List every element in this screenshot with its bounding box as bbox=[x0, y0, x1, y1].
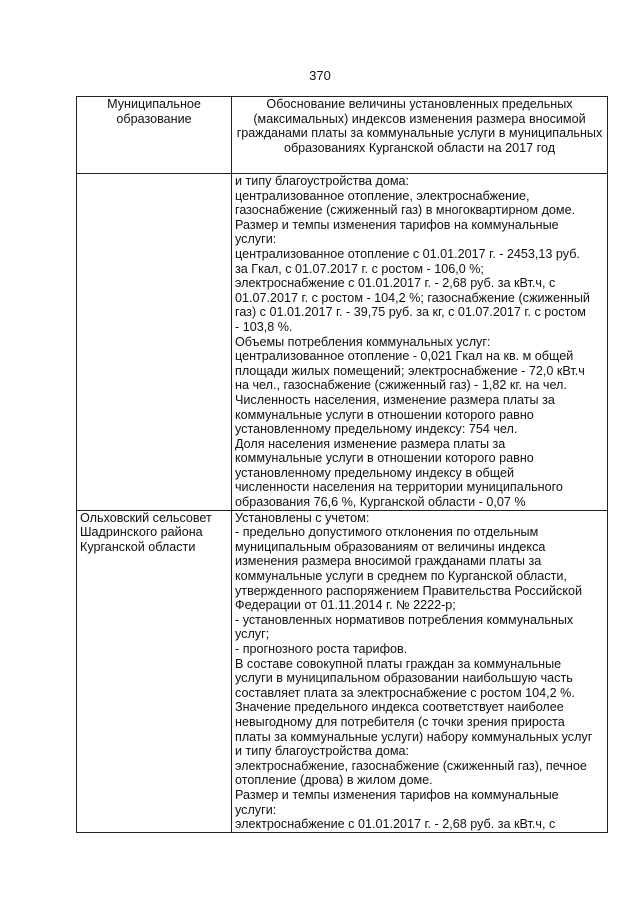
table-header-row bbox=[77, 97, 608, 174]
justification-line: численности населения на территории муниципального bbox=[235, 480, 563, 495]
justification-line: электроснабжение с 01.01.2017 г. - 2,68 руб. за кВт.ч, с bbox=[235, 817, 556, 832]
justification-cell bbox=[232, 510, 608, 832]
justification-cell bbox=[232, 174, 608, 511]
justification-line: на чел., газоснабжение (сжиженный газ) - 1,82 кг. на чел. bbox=[235, 378, 567, 393]
justification-line: услуги в муниципальном образовании наибольшую часть bbox=[235, 671, 573, 686]
justification-line: коммунальные услуги в отношении которого равно bbox=[235, 407, 534, 422]
justification-line: - 103,8 %. bbox=[235, 319, 293, 334]
justification-line: услуги: bbox=[235, 802, 277, 817]
justification-line: 01.07.2017 г. с ростом - 104,2 %; газоснабжение (сжиженный bbox=[235, 290, 590, 305]
justification-line: площади жилых помещений; электроснабжение - 72,0 кВт.ч bbox=[235, 363, 585, 378]
justification-line: Федерации от 01.11.2014 г. № 2222-р; bbox=[235, 598, 456, 613]
justification-line: за Гкал, с 01.07.2017 г. с ростом - 106,0 %; bbox=[235, 261, 484, 276]
justification-line: услуги: bbox=[235, 232, 277, 247]
justification-line: установленному предельному индексу в общей bbox=[235, 465, 515, 480]
justification-line: электроснабжение, газоснабжение (сжиженный газ), печное bbox=[235, 758, 587, 773]
justification-line: газ) с 01.01.2017 г. - 39,75 руб. за кг, с 01.07.2017 г. с ростом bbox=[235, 305, 586, 320]
justification-line: Установлены с учетом: bbox=[235, 510, 370, 525]
justification-line: изменения размера вносимой гражданами платы за bbox=[235, 554, 542, 569]
table-row bbox=[77, 174, 608, 511]
justification-line: централизованное отопление с 01.01.2017 г. - 2453,13 руб. bbox=[235, 246, 580, 261]
page-number: 370 bbox=[309, 68, 331, 83]
justification-line: составляет плата за электроснабжение с ростом 104,2 %. bbox=[235, 685, 575, 700]
justification-line: установленному предельному индексу: 754 чел. bbox=[235, 422, 518, 437]
justification-line: Доля населения изменение размера платы за bbox=[235, 436, 506, 451]
justification-line: - установленных нормативов потребления коммунальных bbox=[235, 612, 574, 627]
header-justification: Обоснование величины установленных предельных (максимальных) индексов изменения размера вносимой гражданами платы за коммунальные услуги в муниципальных образованиях Курганской области на 2017 год bbox=[232, 97, 608, 174]
justification-line: газоснабжение (сжиженный газ) в многоквартирном доме. bbox=[235, 203, 576, 218]
justification-line: В составе совокупной платы граждан за коммунальные bbox=[235, 656, 562, 671]
justification-line: централизованное отопление - 0,021 Гкал на кв. м общей bbox=[235, 349, 574, 364]
justification-line: - прогнозного роста тарифов. bbox=[235, 642, 408, 656]
justification-line: невыгодному для потребителя (с точки зрения прироста bbox=[235, 714, 565, 729]
justification-line: - предельно допустимого отклонения по отдельным bbox=[235, 525, 539, 540]
justification-line: коммунальные услуги в отношении которого равно bbox=[235, 451, 534, 466]
justification-line: Размер и темпы изменения тарифов на коммунальные bbox=[235, 787, 559, 802]
justification-line: отопление (дрова) в жилом доме. bbox=[235, 773, 433, 788]
tariff-table bbox=[76, 96, 608, 833]
justification-line: и типу благоустройства дома: bbox=[235, 174, 410, 188]
justification-line: образования 76,6 %, Курганской области - 0,07 % bbox=[235, 495, 526, 510]
header-municipality: Муниципальное образование bbox=[77, 97, 232, 174]
justification-line: Значение предельного индекса соответствует наиболее bbox=[235, 700, 564, 715]
municipality-cell: Ольховский сельсовет Шадринского района Курганской области bbox=[77, 510, 232, 832]
justification-line: Размер и темпы изменения тарифов на коммунальные bbox=[235, 217, 559, 232]
justification-line: электроснабжение с 01.01.2017 г. - 2,68 руб. за кВт.ч, с bbox=[235, 276, 556, 291]
justification-line: платы за коммунальные услуги) набору коммунальных услуг bbox=[235, 729, 593, 744]
municipality-cell bbox=[77, 174, 232, 511]
justification-line: централизованное отопление, электроснабжение, bbox=[235, 188, 530, 203]
justification-line: услуг; bbox=[235, 627, 270, 642]
justification-line: утвержденного распоряжением Правительства Российской bbox=[235, 583, 583, 598]
justification-line: коммунальные услуги в среднем по Курганской области, bbox=[235, 569, 567, 584]
justification-line: муниципальным образованиям от величины индекса bbox=[235, 539, 546, 554]
justification-line: Объемы потребления коммунальных услуг: bbox=[235, 334, 491, 349]
justification-line: Численность населения, изменение размера платы за bbox=[235, 392, 555, 407]
justification-line: и типу благоустройства дома: bbox=[235, 744, 410, 759]
table-row bbox=[77, 510, 608, 832]
